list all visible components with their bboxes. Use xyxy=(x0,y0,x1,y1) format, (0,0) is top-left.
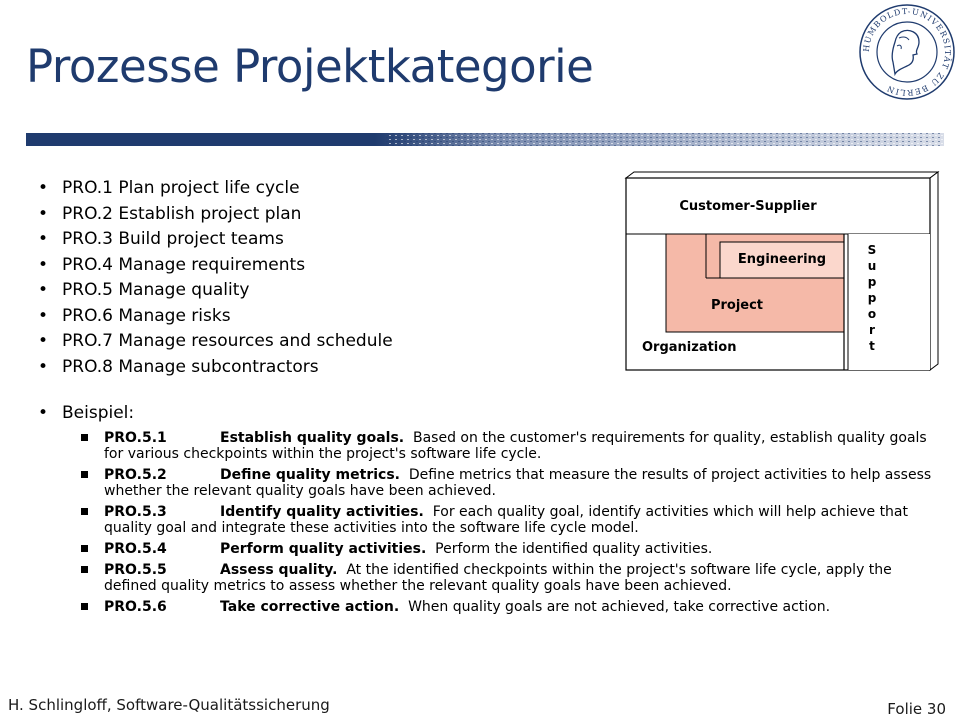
slide-number: Folie 30 xyxy=(887,700,946,718)
example-item xyxy=(76,430,946,462)
example-item xyxy=(76,599,946,615)
example-item xyxy=(76,562,946,594)
example-name: Assess quality. xyxy=(220,562,338,578)
list-item: • PRO.1 Plan project life cycle xyxy=(38,176,393,202)
example-code: PRO.5.6 xyxy=(104,599,167,615)
example-name: Identify quality activities. xyxy=(220,504,424,520)
example-code: PRO.5.2 xyxy=(104,467,167,483)
support-letter: o xyxy=(867,307,877,321)
example-code: PRO.5.3 xyxy=(104,504,167,520)
list-item: • PRO.7 Manage resources and schedule xyxy=(38,329,393,355)
list-item: • PRO.5 Manage quality xyxy=(38,278,393,304)
example-name: Take corrective action. xyxy=(220,599,400,615)
support-letter: t xyxy=(869,339,875,353)
support-letter: p xyxy=(867,291,877,305)
example-text: Perform the identified quality activities. xyxy=(435,541,713,557)
list-item: • PRO.3 Build project teams xyxy=(38,227,393,253)
example-text: When quality goals are not achieved, take corrective action. xyxy=(408,599,831,615)
university-seal-icon xyxy=(857,2,957,102)
example-name: Perform quality activities. xyxy=(220,541,427,557)
list-item: • PRO.2 Establish project plan xyxy=(38,202,393,228)
list-item: • PRO.4 Manage requirements xyxy=(38,253,393,279)
support-letter: p xyxy=(867,275,877,289)
customer-supplier-label: Customer-Supplier xyxy=(679,199,817,214)
footer-author: H. Schlingloff, Software-Qualitätssicherung xyxy=(8,696,330,714)
support-letter: S xyxy=(867,243,877,257)
support-letter: r xyxy=(869,323,875,337)
example-code: PRO.5.1 xyxy=(104,430,167,446)
example-item xyxy=(76,467,946,499)
page-title: Prozesse Projektkategorie xyxy=(26,40,594,93)
example-text: At the identified checkpoints within the project's software life cycle, apply the defined quality metrics to assess whether the relevant quality goals have been achieved. xyxy=(104,562,892,594)
example-code: PRO.5.4 xyxy=(104,541,167,557)
example-text: For each quality goal, identify activities which will help achieve that quality goal and integrate these activities into the software life cycle model. xyxy=(104,504,908,536)
process-category-diagram xyxy=(622,170,940,372)
title-divider-bar xyxy=(26,133,944,146)
engineering-label: Engineering xyxy=(737,252,827,267)
list-item: • PRO.6 Manage risks xyxy=(38,304,393,330)
example-item xyxy=(76,541,946,557)
list-item: • PRO.8 Manage subcontractors xyxy=(38,355,393,381)
support-letter: u xyxy=(867,259,877,273)
svg-text:HUMBOLDT-UNIVERSITÄT ZU BERLIN xyxy=(862,7,952,97)
example-list xyxy=(76,430,946,620)
seal-text: HUMBOLDT-UNIVERSITÄT ZU BERLIN xyxy=(861,6,953,98)
process-list xyxy=(38,176,393,380)
example-name: Establish quality goals. xyxy=(220,430,405,446)
example-heading: • Beispiel: xyxy=(38,403,134,423)
example-item xyxy=(76,504,946,536)
example-name: Define quality metrics. xyxy=(220,467,400,483)
example-text: Define metrics that measure the results of project activities to help assess whether the relevant quality goals have been achieved. xyxy=(104,467,932,499)
organization-label: Organization xyxy=(642,340,737,355)
example-text: Based on the customer's requirements for quality, establish quality goals for various checkpoints within the project's software life cycle. xyxy=(104,430,927,462)
project-label: Project xyxy=(710,298,764,313)
example-code: PRO.5.5 xyxy=(104,562,167,578)
